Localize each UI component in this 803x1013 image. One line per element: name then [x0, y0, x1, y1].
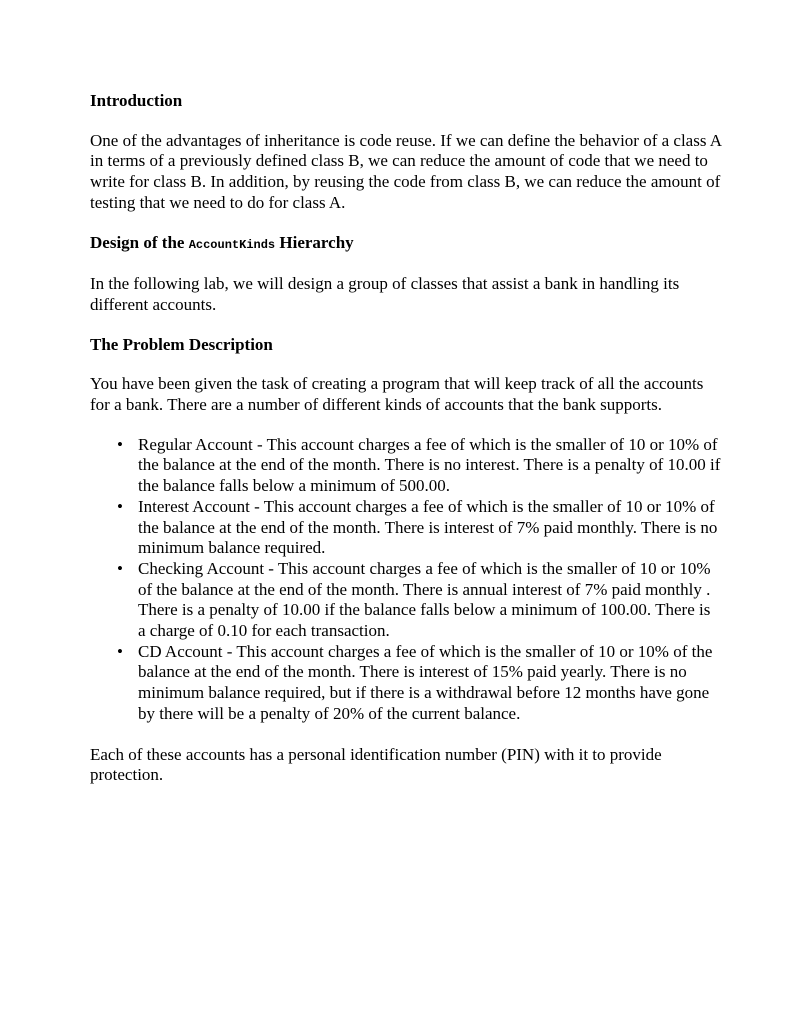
- introduction-heading: Introduction: [90, 91, 183, 110]
- bullet-icon: •: [117, 434, 123, 454]
- design-heading-suffix: Hierarchy: [275, 232, 354, 252]
- list-item-interest-account: [90, 497, 722, 559]
- list-item-text: Interest Account - This account charges a fee of which is the smaller of 10 or 10% of the balance at the end of the month. There is interest of 7% paid monthly. There is no minimum balance required.: [138, 496, 718, 558]
- closing-paragraph: Each of these accounts has a personal identification number (PIN) with it to provide protection.: [90, 744, 662, 785]
- bullet-icon: •: [117, 558, 123, 578]
- document-page: [90, 91, 722, 786]
- design-heading: [90, 233, 722, 256]
- bullet-icon: •: [117, 641, 123, 661]
- list-item-checking-account: [90, 559, 722, 642]
- list-item-text: Regular Account - This account charges a fee of which is the smaller of 10 or 10% of the balance at the end of the month. There is no interest. There is a penalty of 10.00 if the balance falls below a minimum of 500.00.: [138, 434, 721, 496]
- list-item-cd-account: [90, 642, 722, 725]
- problem-heading: The Problem Description: [90, 334, 273, 354]
- design-heading-prefix: Design of the: [90, 232, 189, 252]
- list-item-text: Checking Account - This account charges a fee of which is the smaller of 10 or 10% of the balance at the end of the month. There is annual interest of 7% paid monthly . There is a penalty of 10.00 if the balance falls below a minimum of 100.00. There is a charge of 0.10 for each transaction.: [138, 558, 711, 641]
- list-item-text: CD Account - This account charges a fee of which is the smaller of 10 or 10% of the balance at the end of the month. There is interest of 15% paid yearly. There is no minimum balance required, but if there is a withdrawal before 12 months have gone by there will be a penalty of 20% of the current balance.: [138, 641, 713, 723]
- problem-paragraph: You have been given the task of creating a program that will keep track of all the accounts for a bank. There are a number of different kinds of accounts that the bank supports.: [90, 374, 704, 415]
- account-types-list: [90, 435, 722, 725]
- design-paragraph: In the following lab, we will design a group of classes that assist a bank in handling its different accounts.: [90, 274, 680, 314]
- design-heading-code: AccountKinds: [188, 237, 276, 252]
- list-item-regular-account: [90, 435, 722, 497]
- bullet-icon: •: [117, 496, 123, 516]
- introduction-paragraph: One of the advantages of inheritance is code reuse. If we can define the behavior of a class A in terms of a previously defined class B, we can reduce the amount of code that we need to write for class B. In addition, by reusing the code from class B, we can reduce the amount of testing that we need to do for class A.: [90, 130, 722, 212]
